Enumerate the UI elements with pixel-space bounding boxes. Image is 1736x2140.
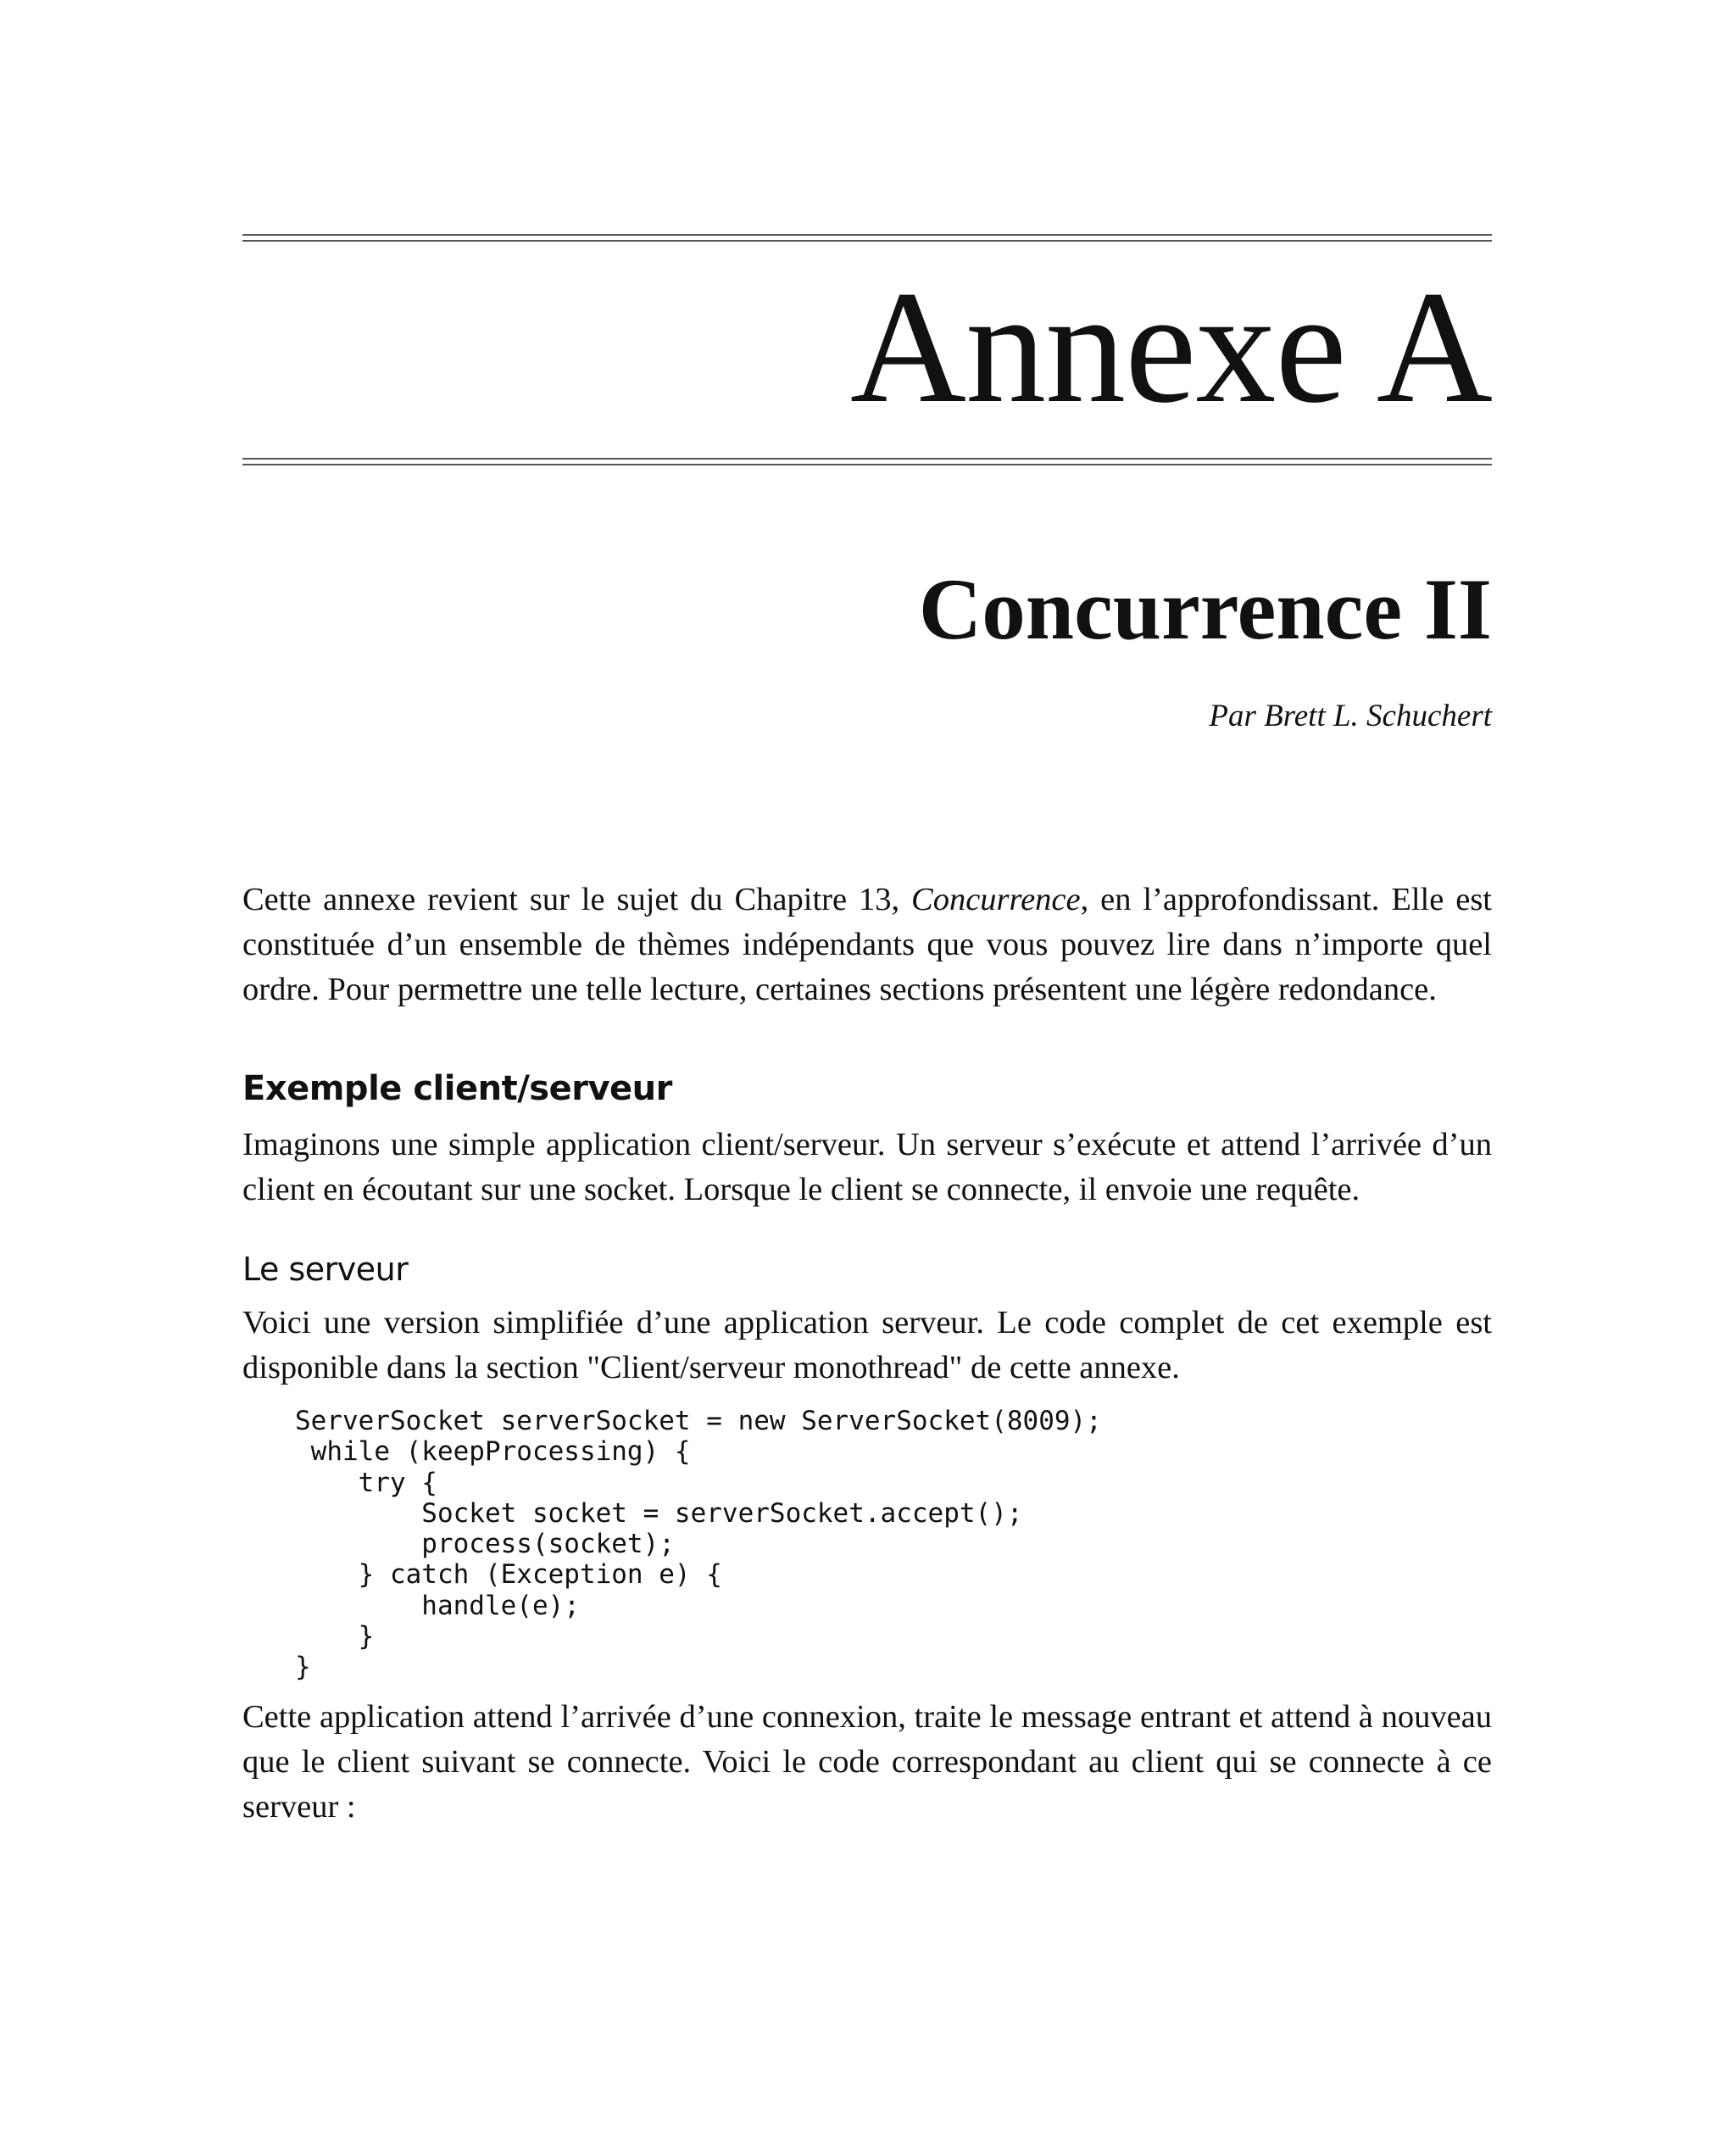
section-heading: Exemple client/serveur: [242, 1069, 672, 1108]
code-line: while (keepProcessing) {: [295, 1436, 691, 1468]
code-line: try {: [295, 1467, 437, 1498]
main-content: [242, 878, 1492, 1830]
after-code-paragraph: Cette application attend l’arrivée d’une connexion, traite le message entrant et attend à nouveau que le client suivant se connecte. Voici le code correspondant au client qui se connecte à ce serveur :: [242, 1698, 1492, 1825]
code-block: [295, 1406, 1492, 1683]
code-line: process(socket);: [295, 1529, 675, 1560]
chapter-title: Concurrence II: [918, 561, 1492, 658]
chapter-reference: Concurrence: [911, 882, 1081, 917]
section-paragraph: Imaginons une simple application client/serveur. Un serveur s’exécute et attend l’arrivée d’un client en écoutant sur une socket. Lorsque le client se connecte, il envoie une requête.: [242, 1127, 1492, 1207]
author-byline: Par Brett L. Schuchert: [1209, 699, 1492, 733]
code-line: Socket socket = serverSocket.accept();: [295, 1497, 1023, 1529]
code-line: } catch (Exception e) {: [295, 1559, 722, 1591]
code-line: }: [295, 1652, 311, 1683]
subsection-paragraph: Voici une version simplifiée d’une application serveur. Le code complet de cet exemple est disponible dans la section "Client/serveur monothread" de cette annexe.: [242, 1305, 1492, 1385]
code-line: handle(e);: [295, 1590, 580, 1621]
annex-title: Annexe A: [849, 259, 1492, 437]
bottom-double-rule: [242, 458, 1492, 465]
code-line: }: [295, 1621, 375, 1652]
top-double-rule: [242, 234, 1492, 242]
code-line: ServerSocket serverSocket = new ServerSocket(8009);: [295, 1406, 1102, 1436]
subsection-heading: Le serveur: [242, 1251, 409, 1288]
intro-text-before: Cette annexe revient sur le sujet du Chapitre 13,: [242, 882, 912, 917]
intro-text-after: , en l’approfondissant. Elle est constituée d’un ensemble de thèmes indépendants que vous pouvez lire dans n’importe quel ordre. Pour permettre une telle lecture, certaines sections présentent une légère redondance.: [242, 882, 1492, 1007]
intro-paragraph: [242, 878, 1492, 1012]
